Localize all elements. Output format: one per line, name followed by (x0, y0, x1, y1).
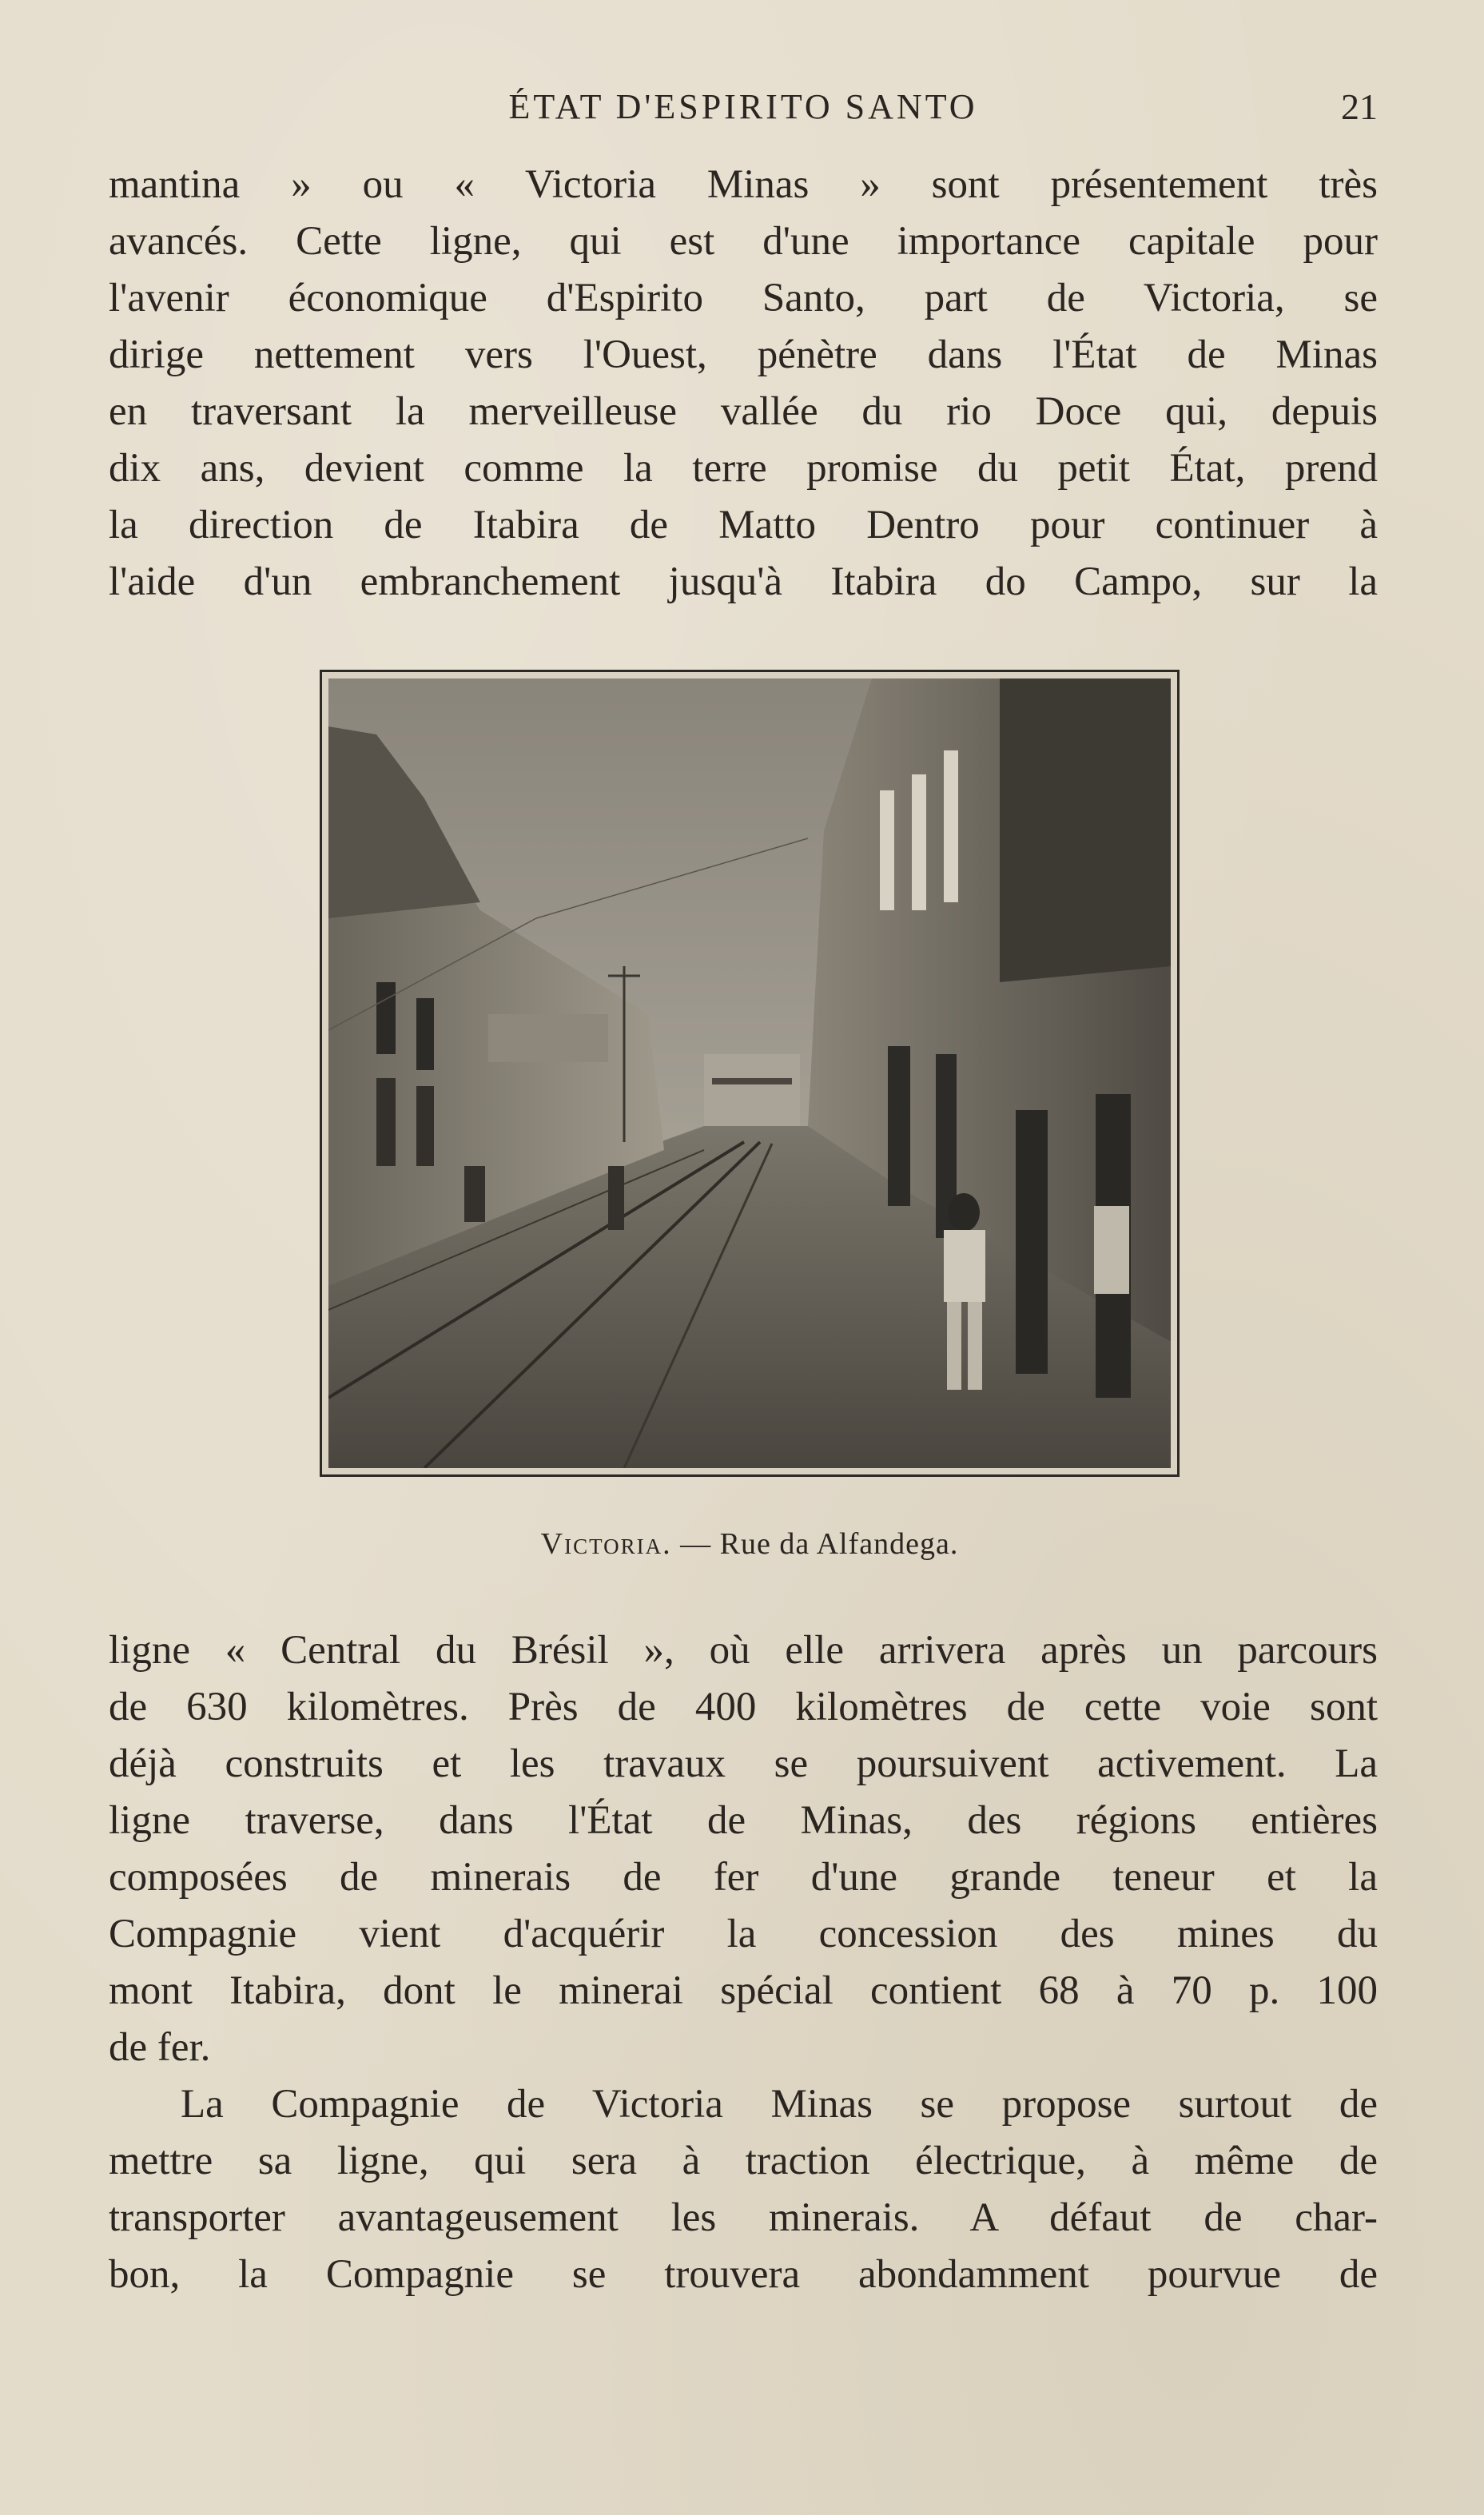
text-line: de 630 kilomètres. Près de 400 kilomètres de cette voie sont (109, 1685, 1378, 1729)
running-title: ÉTAT D'ESPIRITO SANTO (508, 87, 978, 126)
text-line: déjà construits et les travaux se poursuivent activement. La (109, 1741, 1378, 1786)
text-line: de fer. (109, 2025, 211, 2070)
text-line: l'aide d'un embranchement jusqu'à Itabira do Campo, sur la (109, 559, 1378, 604)
caption-place: Victoria. (540, 1527, 672, 1561)
text-line: mettre sa ligne, qui sera à traction électrique, à même de (109, 2139, 1378, 2183)
text-line: Compagnie vient d'acquérir la concession des mines du (109, 1912, 1378, 1956)
text-line: mont Itabira, dont le minerai spécial contient 68 à 70 p. 100 (109, 1968, 1378, 2013)
text-line: bon, la Compagnie se trouvera abondamment pourvue de (109, 2252, 1378, 2297)
text-line: ligne traverse, dans l'État de Minas, des régions entières (109, 1798, 1378, 1843)
figure-caption (320, 1526, 1180, 1562)
text-line: mantina » ou « Victoria Minas » sont présentement très (109, 162, 1378, 207)
distant-building (704, 1054, 800, 1126)
text-line: en traversant la merveilleuse vallée du rio Doce qui, depuis (109, 389, 1378, 434)
text-line: dirige nettement vers l'Ouest, pénètre dans l'État de Minas (109, 332, 1378, 377)
text-line: la direction de Itabira de Matto Dentro pour continuer à (109, 503, 1378, 547)
page-number: 21 (1341, 86, 1378, 127)
text-line: La Compagnie de Victoria Minas se propose surtout de (181, 2082, 1378, 2127)
text-line: transporter avantageusement les minerais. A défaut de char- (109, 2195, 1378, 2240)
caption-description: — Rue da Alfandega. (671, 1527, 959, 1561)
text-line: ligne « Central du Brésil », où elle arrivera après un parcours (109, 1628, 1378, 1673)
text-line: avancés. Cette ligne, qui est d'une importance capitale pour (109, 219, 1378, 264)
paragraph-top (109, 157, 1378, 611)
street-photo-illustration (328, 678, 1171, 1468)
pedestrian (1094, 1172, 1129, 1294)
text-line: dix ans, devient comme la terre promise du petit État, prend (109, 446, 1378, 491)
paragraph-bottom (109, 1622, 1378, 2303)
street-photograph (320, 670, 1180, 1477)
text-line: composées de minerais de fer d'une grande teneur et la (109, 1855, 1378, 1900)
text-line: l'avenir économique d'Espirito Santo, part de Victoria, se (109, 276, 1378, 320)
running-head (109, 83, 1378, 131)
